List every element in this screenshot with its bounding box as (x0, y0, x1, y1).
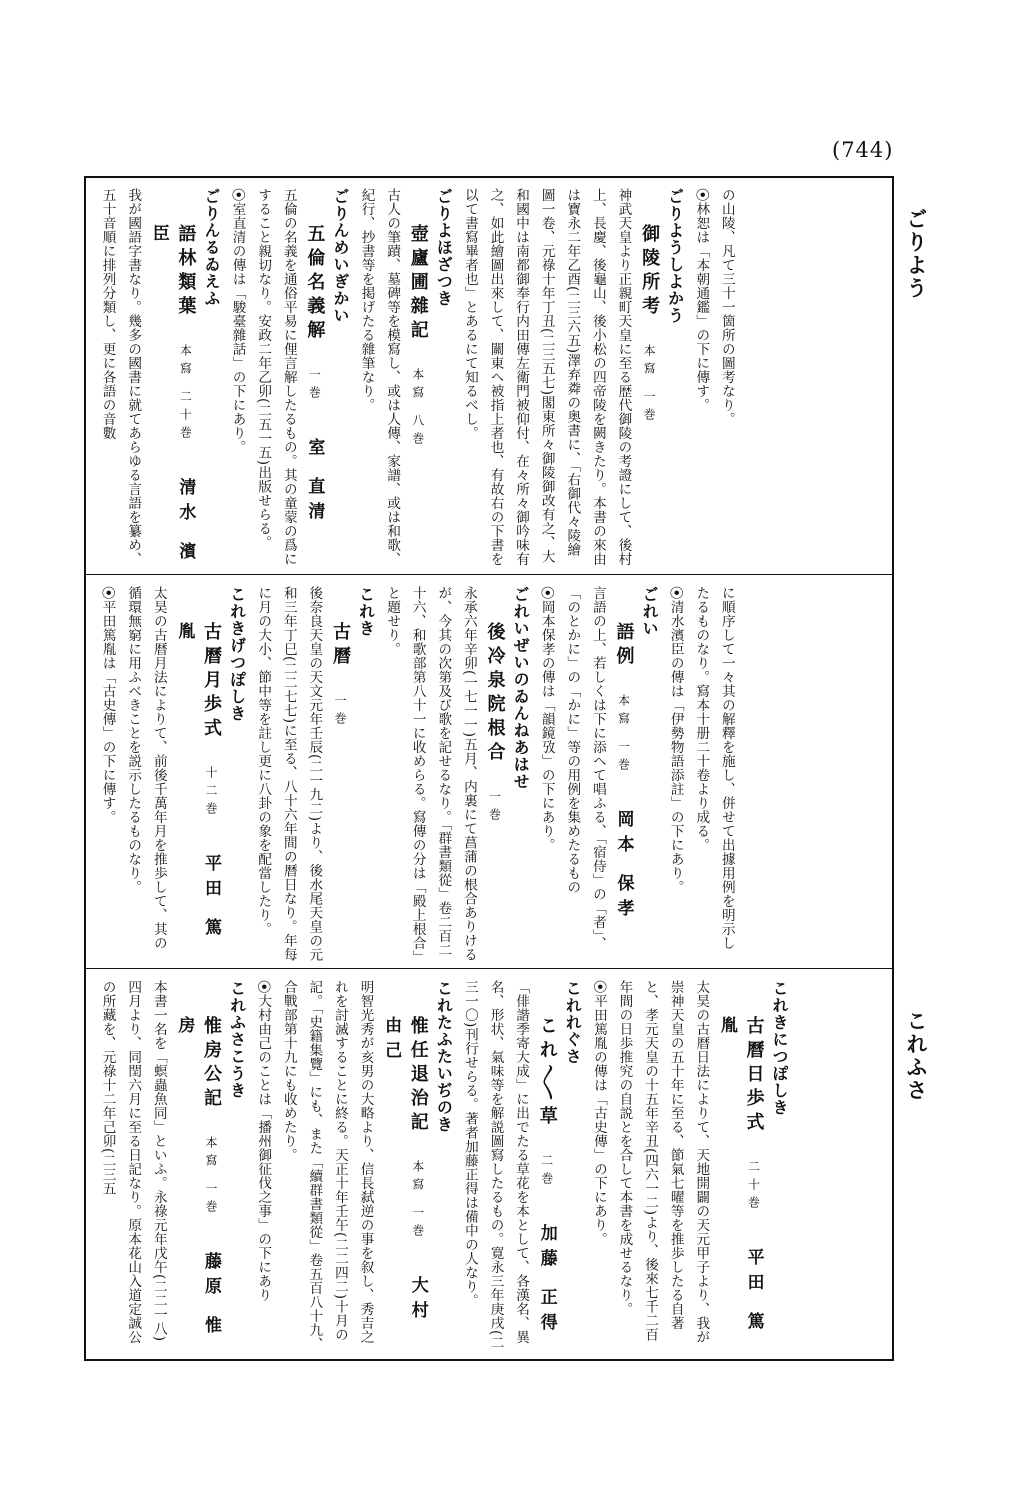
entry-volume-info: 十二巻 (203, 766, 218, 820)
entry-title: 惟任退治記 (407, 1016, 429, 1136)
entry-body: ⦿大村由己のことは「播州御征伐之事」の下にあり (255, 980, 272, 1302)
entry-body: 古人の筆蹟、墓碑等を模寫し、或は人傳、家譜、或は和歌、紀行、抄書等を掲げたる雜筆なり。 (358, 188, 401, 566)
entry-title: 惟房公記 (200, 1016, 222, 1112)
entry-body: 神武天皇より正親町天皇に至る歴代御陵の考證にして、後村上、長慶、後龜山、後小松の四帝陵を闕きたり。本書の來由は寶永二年乙酉(二三六五)澤弃粦の奥書に、「右御代々陵繪圖一卷、元祿十年丁丑(二三五七)閣東所々御陵御改有之、大和國中は南都御奉行内田傳左衛門被仰付、在々所々御吟味有之、如此繪圖出來して、關東へ被指上者也、有故右の下書を以て書寫畢者也」とあるにて知るべし。 (461, 188, 632, 566)
band-divider-2 (84, 968, 894, 969)
entry-title-line (145, 188, 198, 568)
entry-volume-info: 本寫 一巻 (642, 344, 657, 426)
middle-band-text (94, 586, 739, 962)
entry-title-line (533, 980, 560, 1353)
entry-body: 我が國語字書なり。幾多の國書に就てあらゆる言語を纂め、五十音順に排列分類し、更に各語の音數 (99, 188, 142, 566)
entry-volume-info: 一巻 (332, 694, 347, 730)
entry-title-line (635, 188, 662, 568)
entry-body: ⦿林恕は「本朝通鑑」の下に傳す。 (693, 188, 710, 412)
entry-body: ⦿平田篤胤の傳は「古史傳」の下にあり。 (590, 980, 607, 1246)
entry-title-line (713, 980, 766, 1353)
entry-body: 永承六年辛卯(一七一一)五月、内裏にて菖蒲の根合ありけるが、今其の次第及び歌を記せるなり。「群書類從」卷二百二十六、和歌部第八十一に收めらる。寫傳の分は「殿上根合」と題せり。 (384, 586, 477, 962)
entry-body: に順序して一々其の解釋を施し、併せて出據用例を明示したるものなり。寫本十册二十卷より成る。 (693, 586, 735, 950)
band-divider-1 (84, 574, 894, 575)
entry-title-line (610, 586, 637, 962)
entry-headword: ごれいぜいのゐんねあはせ (511, 586, 531, 790)
entry-volume-info: 二十巻 (746, 1160, 761, 1214)
upper-band-text (94, 188, 739, 568)
entry-title: 語林類葉 (175, 224, 197, 320)
entry-body: ⦿室直清の傳は「駿臺雜話」の下にあり。 (229, 188, 246, 454)
entry-author: 大村 由己 (381, 1016, 428, 1326)
upper-band (86, 178, 892, 574)
entry-author: 加藤 正得 (536, 1224, 557, 1338)
entry-title: 後冷泉院根合 (484, 622, 506, 766)
entry-title-line (378, 980, 431, 1353)
page-number: (744) (832, 138, 894, 162)
entry-body: 太昊の古暦月法によりて、前後千萬年月を推歩して、其の循環無窮に用ふべきことを説示したるものなり。 (125, 586, 167, 950)
entry-title: 古曆日歩式 (743, 1016, 765, 1136)
entry-body: ⦿平田篤胤は「古史傳」の下に傳す。 (99, 586, 116, 824)
entry-volume-info: 本寫 一巻 (203, 1136, 218, 1218)
running-head-top: ごりよう (904, 208, 929, 300)
entry-headword: これきにつぽしき (770, 980, 790, 1116)
entry-title-line (404, 188, 431, 568)
running-head-bottom: これふさ (904, 1010, 929, 1102)
entry-title: これ〳〵草 (536, 1016, 558, 1130)
entry-volume-info: 二巻 (539, 1154, 554, 1190)
entry-body: 「俳諧季寄大成」に出でたる草花を本として、各漢名、異名、形状、氣味等を解説圖寫したるもの。寛永三年庚戌(二三一〇)刊行せらる。著者加藤正得は備中の人なり。 (461, 980, 530, 1350)
entry-body: 後奈良天皇の天文元年壬辰(二一九二)より、後水尾天皇の元和三年丁巳(二二七七)に至る、八十六年間の暦日なり。年每に月の大小、節中等を註し更に八卦の象を配當したり。 (255, 586, 323, 962)
entry-author: 藤原 惟房 (174, 1016, 221, 1341)
entry-title: 五倫名義解 (304, 224, 326, 344)
entry-headword: ごれい (640, 586, 660, 637)
entry-headword: これき (356, 586, 376, 637)
lower-band-text (94, 980, 792, 1353)
entry-title-line (171, 980, 224, 1353)
entry-volume-info: 本寫 一巻 (410, 1160, 425, 1242)
entry-headword: これきげつぽしき (227, 586, 247, 722)
entry-volume-info: 一巻 (487, 790, 502, 826)
entry-headword: ごりようしよかう (665, 188, 685, 324)
entry-title: 語例 (613, 622, 635, 670)
entry-headword: これれぐさ (563, 980, 583, 1065)
entry-title-line (326, 586, 353, 962)
entry-headword: これふさこうき (227, 980, 247, 1099)
entry-body: 明智光秀が亥男の大略より、信長弑逆の事を叙し、秀吉之れを討滅することに終る。天正十年壬午(二二四二)十月の記。「史籍集覽」にも、また「續群書類從」卷五百八十九、合戰部第十九にも收めたり。 (280, 980, 374, 1352)
entry-title: 壺廬圃雜記 (407, 224, 429, 344)
entry-volume-info: 一巻 (307, 368, 322, 404)
entry-author: 清水 濱臣 (148, 224, 196, 567)
entry-title-line (481, 586, 508, 962)
entry-body: の山陵、凡て三十一箇所の圖考なり。 (718, 188, 735, 426)
middle-band (86, 576, 892, 968)
entry-title-line (301, 188, 328, 568)
entry-title: 古曆 (329, 622, 351, 670)
entry-body: 本書一名を「螟蟲魚同」といふ。永祿元年戊午(二二一八)四月より、同閏六月に至る日記なり。原本花山入道定誠公の所藏を、元祿十二年己卯(二三五 (99, 980, 167, 1344)
entry-body: 太昊の古暦日法によりて、天地開闢の天元甲子より、我が崇神天皇の五十年に至る、節氣七曜等を推歩したる自著と、孝元天皇の十五年辛丑(四六一二)より、後來七千二百年間の日歩推究の自説とを合して本書を成せるなり。 (616, 980, 710, 1344)
entry-title-line (171, 586, 224, 962)
entry-headword: ごりんめいぎかい (330, 188, 350, 324)
lower-band (86, 970, 892, 1359)
entry-headword: これたふたいぢのき (434, 980, 454, 1133)
entry-body: ⦿岡本保孝の傳は「韻鏡攷」の下にあり。 (538, 586, 555, 852)
entry-author: 岡本 保孝 (613, 809, 634, 924)
entry-body: 五倫の名義を通俗平易に俚言解したるもの。其の童蒙の爲にすること親切なり。安政二年乙卯(二五一五)出版せらる。 (255, 188, 297, 566)
entry-title: 古曆月歩式 (200, 622, 222, 742)
entry-volume-info: 本寫 八巻 (410, 368, 425, 450)
entry-volume-info: 本寫 二十巻 (178, 344, 193, 444)
entry-title: 御陵所考 (639, 224, 661, 320)
entry-body: 言語の上、若しくは下に添へて唱ふる、「宿侍」の「者」、「のとかに」の「かに」等の用例を集めたるもの (564, 586, 606, 951)
entry-author: 室 直清 (304, 438, 325, 527)
entry-body: ⦿清水濱臣の傳は「伊勢物語添註」の下にあり。 (667, 586, 684, 894)
entry-headword: ごりよほざつき (434, 188, 454, 307)
entry-author: 平田 篤胤 (716, 1016, 764, 1337)
entry-author: 平田 篤胤 (174, 622, 221, 943)
entry-headword: ごりんるゐえふ (201, 188, 221, 307)
entry-volume-info: 本寫 一巻 (616, 694, 631, 776)
